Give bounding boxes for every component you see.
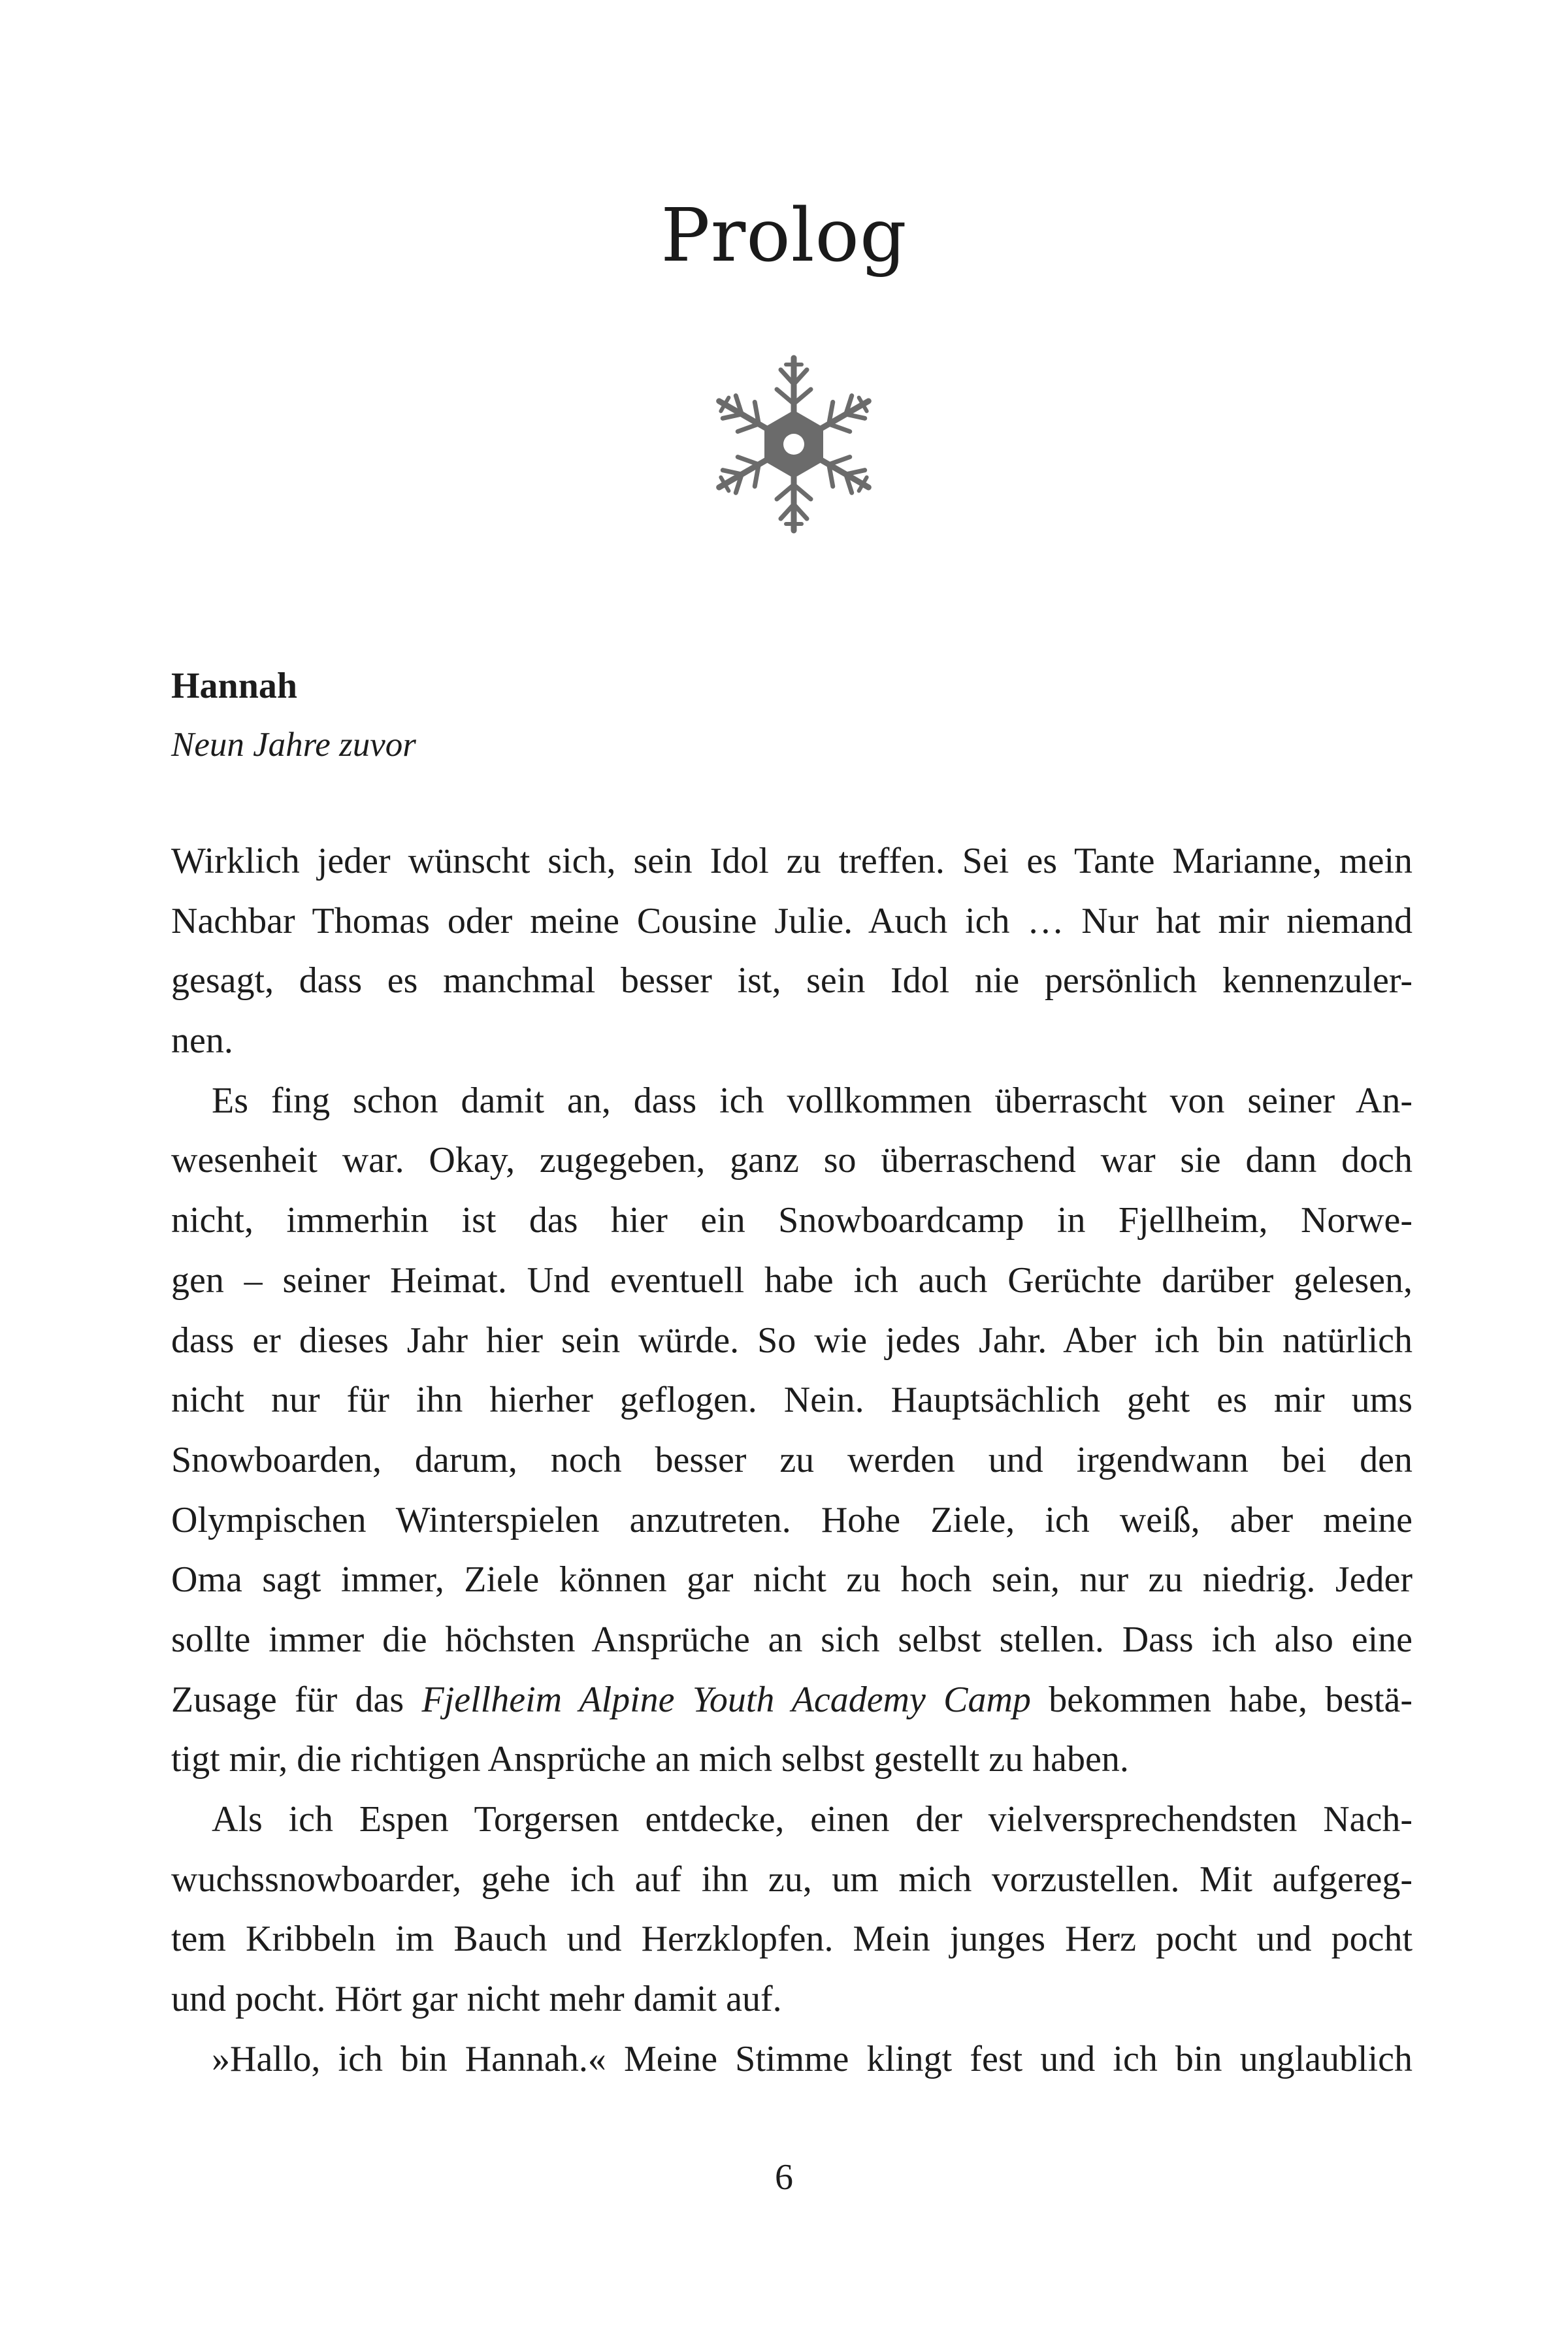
text-line: »Hallo, ich bin Hannah.« Meine Stimme klingt fest und ich bin unglaublich [212, 2038, 1413, 2079]
text-line: Nachbar Thomas oder meine Cousine Julie. Auch ich … Nur hat mir niemand [171, 900, 1413, 941]
text-line: Wirklich jeder wünscht sich, sein Idol zu treffen. Sei es Tante Marianne, mein [171, 841, 1413, 881]
text-line: dass er dieses Jahr hier sein würde. So wie jedes Jahr. Aber ich bin natürlich [171, 1320, 1413, 1361]
text-line: nicht, immerhin ist das hier ein Snowboardcamp in Fjellheim, Norwe- [171, 1200, 1413, 1241]
text-line: gen – seiner Heimat. Und eventuell habe ich auch Gerüchte darüber gelesen, [171, 1260, 1413, 1301]
text-line: Es fing schon damit an, dass ich vollkommen überrascht von seiner An- [212, 1080, 1413, 1121]
chapter-title: Prolog [661, 193, 907, 278]
text-line: Olympischen Winterspielen anzutreten. Hohe Ziele, ich weiß, aber meine [171, 1499, 1413, 1540]
text-line: tem Kribbeln im Bauch und Herzklopfen. Mein junges Herz pocht und pocht [171, 1919, 1413, 1960]
camp-name-italic: Fjellheim Alpine Youth Academy Camp [421, 1679, 1031, 1720]
text-line: wesenheit war. Okay, zugegeben, ganz so überraschend war sie dann doch [171, 1140, 1413, 1181]
pov-character-name: Hannah [171, 666, 297, 706]
text-line: nicht nur für ihn hierher geflogen. Nein. Hauptsächlich geht es mir ums [171, 1380, 1413, 1421]
text-line: tigt mir, die richtigen Ansprüche an mich selbst gestellt zu haben. [171, 1739, 1129, 1780]
time-note: Neun Jahre zuvor [171, 726, 416, 764]
body-text [171, 832, 1413, 2089]
text-line: Oma sagt immer, Ziele können gar nicht zu hoch sein, nur zu niedrig. Jeder [171, 1559, 1413, 1601]
text-line: gesagt, dass es manchmal besser ist, sein Idol nie persönlich kennenzuler- [171, 960, 1413, 1001]
page-number: 6 [775, 2157, 793, 2198]
text-line: sollte immer die höchsten Ansprüche an sich selbst stellen. Dass ich also eine [171, 1619, 1413, 1660]
text-line: Als ich Espen Torgersen entdecke, einen der vielversprechendsten Nach- [212, 1799, 1413, 1840]
text-line-with-italic [171, 1670, 1413, 1731]
snowflake-icon [702, 346, 885, 542]
text-segment: bekommen habe, bestä- [1030, 1679, 1413, 1720]
text-line: nen. [171, 1020, 233, 1062]
text-line: und pocht. Hört gar nicht mehr damit auf. [171, 1979, 782, 2020]
text-line: Snowboarden, darum, noch besser zu werden und irgendwann bei den [171, 1439, 1413, 1480]
text-segment: Zusage für das [171, 1679, 422, 1720]
text-line: wuchssnowboarder, gehe ich auf ihn zu, um mich vorzustellen. Mit aufgereg- [171, 1859, 1413, 1900]
